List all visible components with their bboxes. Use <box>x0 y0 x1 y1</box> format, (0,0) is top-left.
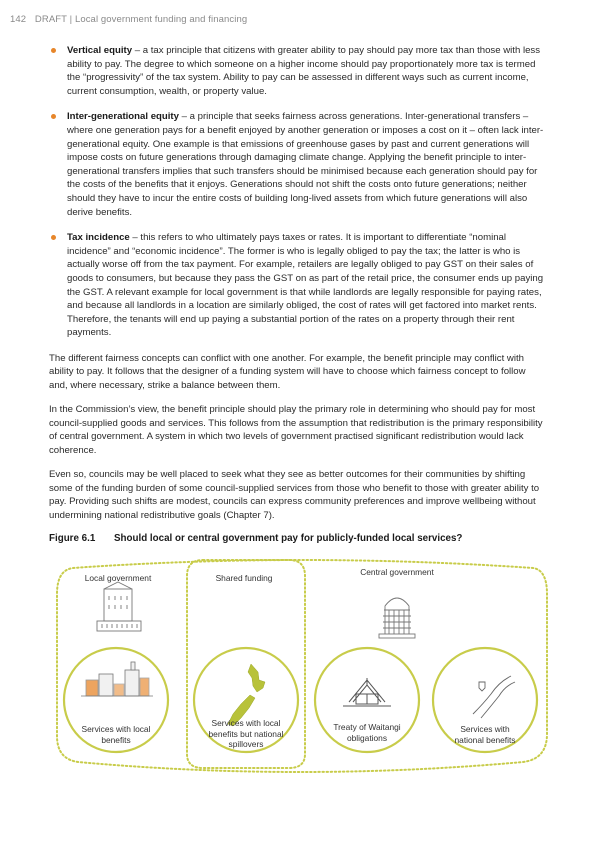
bullet-dot <box>51 235 56 240</box>
bullet-text: – this refers to who ultimately pays taxes or rates. It is important to differentiate “nominal incidence” and “economic incidence”. The former is who is legally obliged to pay the tax; the latter is who is actually worse off from the tax payment. For example, retailers are legally obliged to pay GST on their sales of goods to consumers, but because they pass the GST on as part of the retail price, the consumer ends up paying the GST. A relevant example for local government is that while landlords are legally responsible for paying rates, and because all landlords in a location are similarly obliged, the cost of rates will get factored into market rents. Therefore, the tenants will end up paying a substantial portion of the rates on a property through their rent payments. <box>67 232 544 339</box>
bullet-inter-generational-equity <box>49 110 545 219</box>
bullet-term: Inter-generational equity <box>67 111 179 123</box>
bullet-term: Vertical equity <box>67 45 133 56</box>
figure-title: Should local or central government pay for publicly-funded local services? <box>114 532 463 544</box>
nz-map-icon <box>228 664 265 726</box>
label-central-government: Central government <box>360 567 434 577</box>
figure-number: Figure 6.1 <box>49 532 96 544</box>
local-government-building-icon <box>97 582 141 631</box>
figure-caption <box>49 533 545 544</box>
page-header <box>10 14 247 25</box>
figure-svg <box>53 554 548 779</box>
bullet-dot <box>51 48 56 53</box>
bullet-vertical-equity <box>49 44 545 98</box>
bullet-dot <box>51 114 56 119</box>
circle-label-national-spillovers: Services with local benefits but national spillovers <box>208 718 284 749</box>
running-title: DRAFT | Local government funding and financing <box>34 14 248 25</box>
wharenui-icon <box>343 678 391 706</box>
circle-label-local-benefits: Services with local benefits <box>81 724 151 745</box>
paragraph: The different fairness concepts can conflict with one another. For example, the benefit principle may conflict with ability to pay. It follows that the designer of a funding system will have to choose which fairness concept to follow and, where necessary, strike a balance between them. <box>49 352 526 392</box>
paragraph: Even so, councils may be well placed to seek what they see as better outcomes for their communities by shifting some of the funding burden of some council-supplied services from those who benefit to those with greater ability to pay. Providing such shifts are modest, councils can express community preferences and improve wellbeing without undermining national redistributive goals (Chapter 7). <box>49 469 540 521</box>
central-government-beehive-icon <box>379 598 415 638</box>
bullet-text: – a principle that seeks fairness across generations. Inter-generational transfers – where one generation pays for a benefit enjoyed by another generation or imposes a cost on it – often lack inter-generational equity. One example is that emissions of greenhouse gases by past and current generations will impose costs on future generations through damaging climate change. Applying the benefit principle to inter-generational transfers implies that such transfers should be minimised because each generation should pay for the costs of the benefits that it enjoys. Generations should not shift the costs onto future generations; neither should they have to incur the entire costs of building long-lived assets from which future generations will also derive benefits. <box>67 111 544 218</box>
town-buildings-icon <box>81 662 153 696</box>
label-shared-funding: Shared funding <box>215 573 273 583</box>
page-content <box>49 44 545 544</box>
page-number: 142 <box>10 14 27 25</box>
label-local-government: Local government <box>84 573 152 583</box>
bullet-tax-incidence <box>49 231 545 340</box>
bullet-term: Tax incidence <box>67 232 130 244</box>
circle-label-treaty: Treaty of Waitangi obligations <box>333 722 401 743</box>
bullet-text: – a tax principle that citizens with greater ability to pay should pay more tax than those with less ability to pay. The degree to which someone on a higher income should pay proportionately more tax is termed the “progressivity” of the tax system. Ability to pay can be assessed in different ways such as current income, current consumption, wealth, or property value. <box>67 45 541 97</box>
highway-road-icon <box>473 676 515 718</box>
circle-label-national-benefits: Services with national benefits <box>454 724 516 745</box>
paragraph: In the Commission’s view, the benefit principle should play the primary role in determining who should pay for most council-supplied goods and services. This follows from the assumption that redistribution is the primary responsibility of central government. A system in which two levels of government practised significant redistribution would lack coherence. <box>49 404 543 456</box>
figure-diagram <box>53 554 548 779</box>
